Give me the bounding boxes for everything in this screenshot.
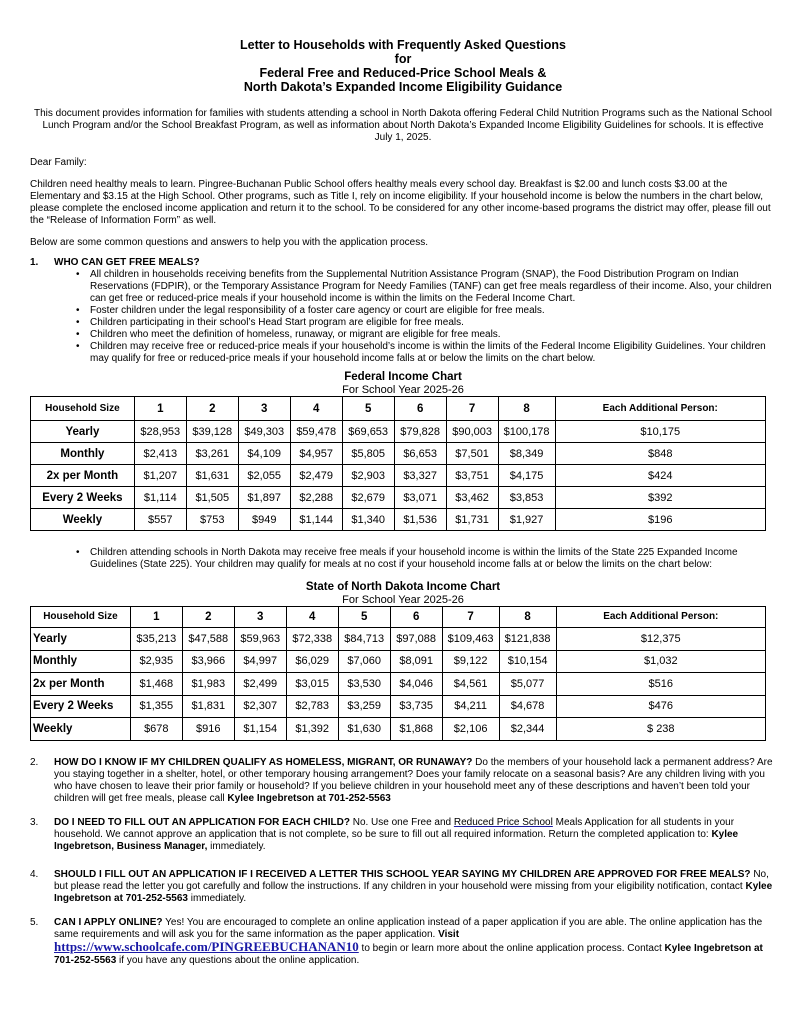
table-cell: $4,109 xyxy=(238,443,290,465)
letter-page xyxy=(30,38,776,967)
table-cell: $8,091 xyxy=(390,650,442,673)
table-cell: $9,122 xyxy=(442,650,499,673)
row-label: Monthly xyxy=(31,650,131,673)
table-cell: $3,015 xyxy=(286,673,338,696)
column-header: 1 xyxy=(134,397,186,421)
intro-paragraph: This document provides information for families with students attending a school in North Dakota offering Federal Child Nutrition Programs such as the National School Lunch Program and/or the School Breakfast Program, as well as information about North Dakota’s Expanded Income Eligibility Guidelines for schools. It is effective July 1, 2025. xyxy=(34,108,772,143)
table-cell: $3,751 xyxy=(446,465,498,487)
table-cell: $848 xyxy=(555,443,765,465)
table-cell: $1,340 xyxy=(342,509,394,531)
table-cell: $1,536 xyxy=(394,509,446,531)
table-header-row xyxy=(31,607,766,628)
table-cell: $3,071 xyxy=(394,487,446,509)
question-number: 1. xyxy=(30,257,39,268)
table-cell: $90,003 xyxy=(446,421,498,443)
answer-text: immediately. xyxy=(207,840,266,852)
table-cell: $916 xyxy=(182,718,234,741)
table-cell: $121,838 xyxy=(499,628,556,651)
table-cell: $753 xyxy=(186,509,238,531)
faq-question-3 xyxy=(30,817,776,853)
question-number: 3. xyxy=(30,816,39,828)
table-cell: $1,731 xyxy=(446,509,498,531)
table-cell: $5,805 xyxy=(342,443,394,465)
table-cell: $3,327 xyxy=(394,465,446,487)
table-cell: $2,499 xyxy=(234,673,286,696)
table-cell: $6,029 xyxy=(286,650,338,673)
table-cell: $1,927 xyxy=(498,509,555,531)
column-header: 3 xyxy=(238,397,290,421)
column-header: Household Size xyxy=(31,397,135,421)
table-cell: $1,897 xyxy=(238,487,290,509)
answer-text: immediately. xyxy=(187,892,247,904)
question-text: DO I NEED TO FILL OUT AN APPLICATION FOR EACH CHILD? xyxy=(54,816,350,828)
table-cell: $4,957 xyxy=(290,443,342,465)
table-cell: $69,653 xyxy=(342,421,394,443)
table-cell: $6,653 xyxy=(394,443,446,465)
row-label: 2x per Month xyxy=(31,465,135,487)
row-label: Weekly xyxy=(31,509,135,531)
table-cell: $2,307 xyxy=(234,695,286,718)
answer-text: if you have any questions about the online application. xyxy=(116,954,360,966)
eligibility-list xyxy=(76,269,776,365)
question-text: HOW DO I KNOW IF MY CHILDREN QUALIFY AS HOMELESS, MIGRANT, OR RUNAWAY? xyxy=(54,756,473,768)
table-cell: $4,561 xyxy=(442,673,499,696)
table-cell: $59,478 xyxy=(290,421,342,443)
table-row xyxy=(31,443,766,465)
table-cell: $3,259 xyxy=(338,695,390,718)
table-cell: $39,128 xyxy=(186,421,238,443)
state-eligibility-list xyxy=(76,547,776,571)
contact-info: Kylee Ingebretson at 701-252-5563 xyxy=(227,792,391,804)
table-cell: $678 xyxy=(130,718,182,741)
table-cell: $2,783 xyxy=(286,695,338,718)
list-item: • Children participating in their school’s Head Start program are eligible for free meals. xyxy=(76,317,776,329)
answer-text: to begin or learn more about the online application process. Contact xyxy=(358,942,665,954)
table-cell: $8,349 xyxy=(498,443,555,465)
column-header: 3 xyxy=(234,607,286,628)
table-cell: $79,828 xyxy=(394,421,446,443)
question-number: 4. xyxy=(30,868,39,880)
table-cell: $1,032 xyxy=(556,650,765,673)
table-cell: $1,355 xyxy=(130,695,182,718)
column-header: 4 xyxy=(290,397,342,421)
table-cell: $2,935 xyxy=(130,650,182,673)
column-header: 8 xyxy=(498,397,555,421)
table-cell: $1,207 xyxy=(134,465,186,487)
title-line-4: North Dakota’s Expanded Income Eligibility Guidance xyxy=(243,80,563,94)
answer-text: Yes! You are encouraged to complete an online application instead of a paper application if you are able. The online application has the same requirements and will ask you for the same information as the paper application. xyxy=(54,916,763,940)
answer-text: Meals Application for all students in your household. We cannot approve an application that is not complete, so be sure to fill out all required information. Return the completed application to: xyxy=(54,816,735,840)
table-cell: $392 xyxy=(555,487,765,509)
table-cell: $1,468 xyxy=(130,673,182,696)
table-cell: $476 xyxy=(556,695,765,718)
column-header: Household Size xyxy=(31,607,131,628)
column-header: 2 xyxy=(182,607,234,628)
table-cell: $1,983 xyxy=(182,673,234,696)
column-header: Each Additional Person: xyxy=(556,607,765,628)
contact-info: Kylee Ingebretson at 701-252-5563 xyxy=(54,880,773,904)
contact-info: Kylee Ingebretson, Business Manager, xyxy=(54,828,739,852)
column-header: 5 xyxy=(342,397,394,421)
table-cell: $424 xyxy=(555,465,765,487)
row-label: Every 2 Weeks xyxy=(31,695,131,718)
income-table xyxy=(30,606,766,741)
answer-text: No, but please read the letter you got carefully and follow the instructions. If any children in your household were missing from your eligibility notification, contact xyxy=(54,868,769,892)
table-cell: $1,114 xyxy=(134,487,186,509)
income-table xyxy=(30,396,766,531)
table-cell: $97,088 xyxy=(390,628,442,651)
underlined-text: Reduced Price School xyxy=(453,816,553,828)
table-cell: $10,175 xyxy=(555,421,765,443)
answer-text: No. Use one Free and xyxy=(349,816,454,828)
table-cell: $1,868 xyxy=(390,718,442,741)
table-cell: $2,288 xyxy=(290,487,342,509)
list-item: • Foster children under the legal responsibility of a foster care agency or court are eligible for free meals. xyxy=(76,305,776,317)
table-cell: $59,963 xyxy=(234,628,286,651)
table-cell: $1,831 xyxy=(182,695,234,718)
column-header: 2 xyxy=(186,397,238,421)
table-cell: $4,997 xyxy=(234,650,286,673)
table-cell: $1,154 xyxy=(234,718,286,741)
title-line-3: Federal Free and Reduced-Price School Meals & xyxy=(259,66,547,80)
table-cell: $ 238 xyxy=(556,718,765,741)
table-row xyxy=(31,421,766,443)
table-cell: $47,588 xyxy=(182,628,234,651)
list-item: • Children may receive free or reduced-price meals if your household’s income is within the limits of the Federal Income Eligibility Guidelines. Your children may qualify for free or reduced-price meals if your household income falls at or below the limits on the chart below. xyxy=(76,341,776,365)
table-cell: $196 xyxy=(555,509,765,531)
table-cell: $3,735 xyxy=(390,695,442,718)
table-cell: $10,154 xyxy=(499,650,556,673)
table-cell: $2,055 xyxy=(238,465,290,487)
table-row xyxy=(31,718,766,741)
table-row xyxy=(31,465,766,487)
table-cell: $4,046 xyxy=(390,673,442,696)
row-label: Weekly xyxy=(31,718,131,741)
faq-question-1 xyxy=(30,257,776,269)
table-row xyxy=(31,673,766,696)
faq-intro-paragraph: Below are some common questions and answers to help you with the application process. xyxy=(30,237,428,248)
table-cell: $3,261 xyxy=(186,443,238,465)
faq-question-4 xyxy=(30,869,776,905)
table-cell: $516 xyxy=(556,673,765,696)
table-cell: $2,479 xyxy=(290,465,342,487)
table-cell: $3,530 xyxy=(338,673,390,696)
table-cell: $2,106 xyxy=(442,718,499,741)
list-item: • Children who meet the definition of homeless, runaway, or migrant are eligible for free meals. xyxy=(76,329,776,341)
question-text: SHOULD I FILL OUT AN APPLICATION IF I RECEIVED A LETTER THIS SCHOOL YEAR SAYING MY CHILDREN ARE APPROVED FOR FREE MEALS? xyxy=(54,868,751,880)
table-cell: $1,631 xyxy=(186,465,238,487)
table-cell: $949 xyxy=(238,509,290,531)
title-line-2: for xyxy=(394,52,412,66)
question-text: CAN I APPLY ONLINE? xyxy=(54,916,163,928)
question-number: 5. xyxy=(30,916,39,928)
document-title xyxy=(30,38,776,94)
table-cell: $2,903 xyxy=(342,465,394,487)
list-item: • Children attending schools in North Dakota may receive free meals if your household income is within the limits of the State 225 Expanded Income Guidelines (State 225). Your children may qualify for meals at no cost if your household income falls at or below the limits on the chart below: xyxy=(76,547,776,571)
column-header: Each Additional Person: xyxy=(555,397,765,421)
table-cell: $49,303 xyxy=(238,421,290,443)
list-item: • All children in households receiving benefits from the Supplemental Nutrition Assistance Program (SNAP), the Food Distribution Program on Indian Reservations (FDPIR), or the Temporary Assistance Program for Needy Families (TANF) can get free meals regardless of their income. Also, your children can get free or reduced-price meals if your household income is within the limits on the Federal Income Chart. xyxy=(76,269,776,305)
column-header: 6 xyxy=(390,607,442,628)
table-cell: $3,853 xyxy=(498,487,555,509)
chart-subtitle: For School Year 2025-26 xyxy=(342,384,464,396)
title-line-1: Letter to Households with Frequently Asked Questions xyxy=(240,38,566,52)
table-cell: $72,338 xyxy=(286,628,338,651)
table-cell: $2,413 xyxy=(134,443,186,465)
row-label: 2x per Month xyxy=(31,673,131,696)
table-cell: $1,505 xyxy=(186,487,238,509)
table-cell: $4,678 xyxy=(499,695,556,718)
table-cell: $35,213 xyxy=(130,628,182,651)
table-row xyxy=(31,487,766,509)
table-cell: $84,713 xyxy=(338,628,390,651)
table-cell: $7,060 xyxy=(338,650,390,673)
column-header: 8 xyxy=(499,607,556,628)
table-cell: $7,501 xyxy=(446,443,498,465)
table-row xyxy=(31,628,766,651)
chart-title: Federal Income Chart xyxy=(344,371,462,383)
column-header: 5 xyxy=(338,607,390,628)
column-header: 7 xyxy=(442,607,499,628)
contact-info: Kylee Ingebretson at 701-252-5563 xyxy=(54,942,763,966)
table-cell: $4,211 xyxy=(442,695,499,718)
column-header: 1 xyxy=(130,607,182,628)
table-cell: $5,077 xyxy=(499,673,556,696)
answer-text: Do the members of your household lack a permanent address? Are you staying together in a shelter, hotel, or other temporary housing arrangement? Does your family relocate on a seasonal basis? Are any children living with you who have chosen to leave their prior family or household? If you believe children in your household meet any of these descriptions and haven’t been told your children will get free meals, please call xyxy=(54,756,773,804)
column-header: 6 xyxy=(394,397,446,421)
table-cell: $2,344 xyxy=(499,718,556,741)
table-cell: $12,375 xyxy=(556,628,765,651)
question-text: WHO CAN GET FREE MEALS? xyxy=(54,257,200,268)
chart-subtitle: For School Year 2025-26 xyxy=(342,594,464,606)
meal-prices-paragraph: Children need healthy meals to learn. Pingree-Buchanan Public School offers healthy meals every school day. Breakfast is $2.00 and lunch costs $3.00 at the Elementary and $3.15 at the High School. Other programs, such as Title I, rely on income eligibility. If your household income is below the numbers in the chart below, please complete the enclosed income application and return it to the school. To be considered for any other income-based programs the district may offer, please fill out the “Release of Information Form” as well. xyxy=(30,179,771,226)
table-row xyxy=(31,509,766,531)
column-header: 4 xyxy=(286,607,338,628)
row-label: Every 2 Weeks xyxy=(31,487,135,509)
table-cell: $109,463 xyxy=(442,628,499,651)
row-label: Monthly xyxy=(31,443,135,465)
table-cell: $1,630 xyxy=(338,718,390,741)
table-cell: $557 xyxy=(134,509,186,531)
visit-label: Visit xyxy=(438,928,460,940)
faq-question-2 xyxy=(30,757,776,805)
table-cell: $1,144 xyxy=(290,509,342,531)
table-row xyxy=(31,695,766,718)
question-number: 2. xyxy=(30,756,39,768)
table-header-row xyxy=(31,397,766,421)
column-header: 7 xyxy=(446,397,498,421)
table-cell: $2,679 xyxy=(342,487,394,509)
table-row xyxy=(31,650,766,673)
table-cell: $3,462 xyxy=(446,487,498,509)
row-label: Yearly xyxy=(31,421,135,443)
online-application-link[interactable]: https://www.schoolcafe.com/PINGREEBUCHANAN10 xyxy=(54,938,359,954)
chart-title: State of North Dakota Income Chart xyxy=(305,581,501,593)
table-cell: $28,953 xyxy=(134,421,186,443)
table-cell: $3,966 xyxy=(182,650,234,673)
federal-income-chart xyxy=(30,371,776,531)
table-cell: $100,178 xyxy=(498,421,555,443)
table-cell: $1,392 xyxy=(286,718,338,741)
faq-question-5 xyxy=(30,917,776,967)
table-cell: $4,175 xyxy=(498,465,555,487)
state-income-chart xyxy=(30,581,776,741)
greeting: Dear Family: xyxy=(30,157,87,168)
row-label: Yearly xyxy=(31,628,131,651)
